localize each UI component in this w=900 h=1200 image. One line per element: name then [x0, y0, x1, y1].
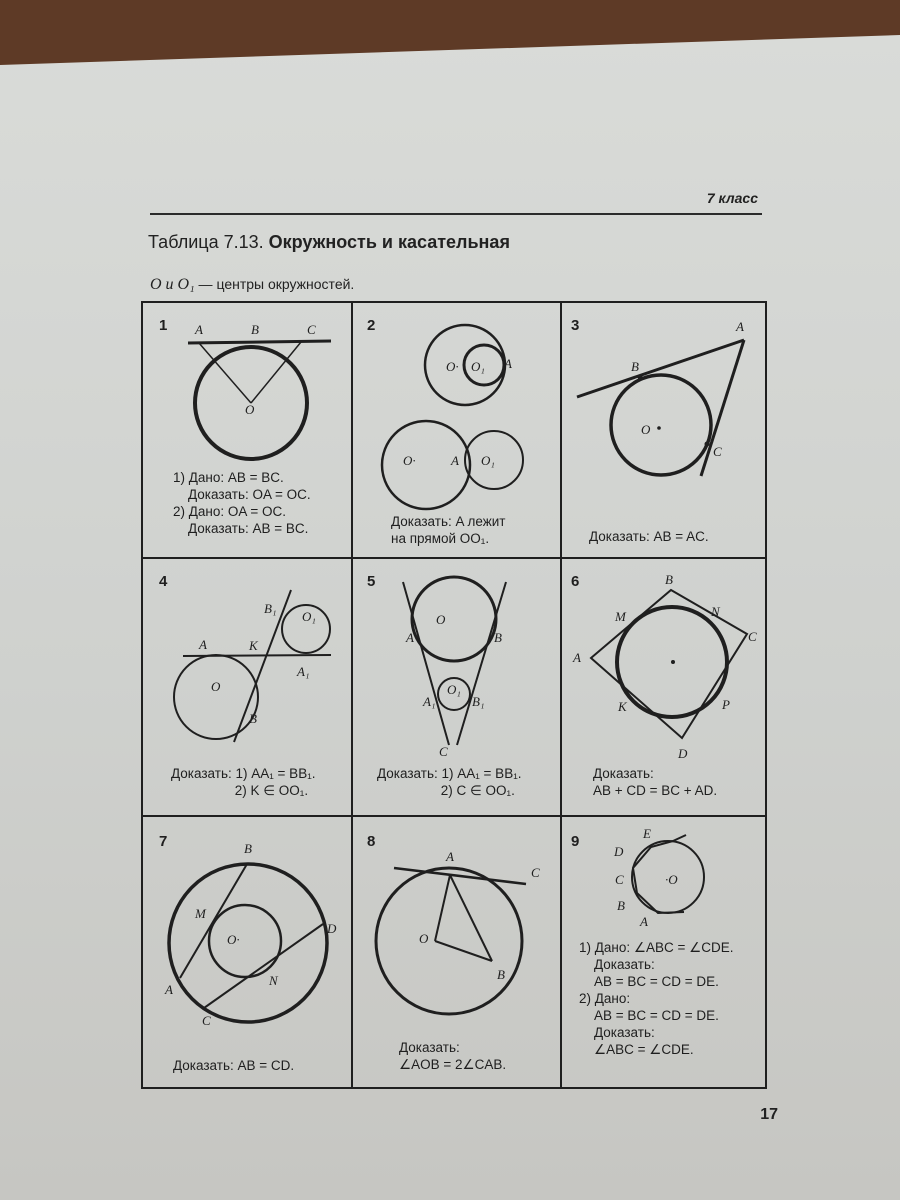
label-5-a: A	[406, 630, 414, 645]
label-7-a: A	[165, 982, 173, 997]
cell-number-7: 7	[159, 833, 168, 850]
label-7-m: M	[195, 906, 206, 921]
label-6-m: M	[615, 609, 626, 624]
cell-6-text: Доказать: AB + CD = BC + AD.	[593, 766, 718, 798]
label-1-o: O	[245, 402, 255, 417]
label-9-d: D	[614, 844, 624, 859]
label-3-c: C	[713, 444, 722, 459]
page-number: 17	[760, 1106, 778, 1123]
figure-2	[382, 325, 523, 509]
label-6-b: B	[665, 572, 673, 587]
label-5-o: O	[436, 612, 446, 627]
label-4-b: B	[249, 711, 257, 726]
figure-table	[141, 301, 767, 1089]
subtitle	[150, 276, 354, 294]
label-7-o: O·	[227, 932, 240, 947]
table-title-bold: Окружность и касательная	[268, 232, 510, 252]
figure-5	[403, 577, 506, 745]
cell-2-text: Доказать: A лежит на прямой OO₁.	[391, 514, 506, 546]
label-2-o-b: O·	[403, 453, 416, 468]
label-5-b1: B₁	[472, 694, 485, 709]
table-title	[148, 232, 510, 253]
grade-label: 7 класс	[706, 190, 758, 206]
cell-5-text: Доказать: 1) AA₁ = BB₁. 2) C ∈ OO₁.	[377, 766, 522, 798]
label-6-d: D	[678, 746, 688, 761]
figure-8	[376, 868, 526, 1014]
label-8-b: B	[497, 967, 505, 982]
label-4-a: A	[199, 637, 207, 652]
label-1-c: C	[307, 322, 316, 337]
figure-7	[169, 864, 327, 1022]
label-3-b: B	[631, 359, 639, 374]
figure-1	[188, 341, 331, 459]
cell-9-text: 1) Дано: ∠ABC = ∠CDE. Доказать: AB = BC = CD = DE. 2) Дано: AB = BC = CD = DE. Доказать: ∠ABC = ∠CDE.	[579, 940, 734, 1057]
label-5-c: C	[439, 744, 448, 759]
label-7-n: N	[269, 973, 278, 988]
subtitle-vars: O и O₁	[150, 276, 195, 293]
label-4-b1: B₁	[264, 601, 277, 616]
label-9-a: A	[640, 914, 648, 929]
label-5-o1: O₁	[447, 682, 461, 697]
cell-number-8: 8	[367, 833, 376, 850]
label-3-a: A	[736, 319, 744, 334]
label-7-c: C	[202, 1013, 211, 1028]
label-1-a: A	[195, 322, 203, 337]
label-4-k: K	[249, 638, 258, 653]
label-8-c: C	[531, 865, 540, 880]
label-5-b: B	[494, 630, 502, 645]
label-6-k: K	[618, 699, 627, 714]
cell-number-2: 2	[367, 317, 376, 334]
label-2-o: O·	[446, 359, 459, 374]
label-2-o1: O₁	[471, 359, 485, 374]
label-9-e: E	[643, 826, 651, 841]
center-6	[671, 660, 675, 664]
label-9-b: B	[617, 898, 625, 913]
cell-number-5: 5	[367, 573, 376, 590]
label-8-a: A	[446, 849, 454, 864]
label-2-o1-b: O₁	[481, 453, 495, 468]
center-3-o	[657, 426, 661, 430]
label-7-d: D	[327, 921, 337, 936]
label-1-b: B	[251, 322, 259, 337]
cell-4-text: Доказать: 1) AA₁ = BB₁. 2) K ∈ OO₁.	[171, 766, 316, 798]
label-2-a-b: A	[451, 453, 459, 468]
cell-number-1: 1	[159, 317, 168, 334]
label-5-a1: A₁	[423, 694, 436, 709]
cell-number-4: 4	[159, 573, 168, 590]
subtitle-text: — центры окружностей.	[194, 276, 355, 292]
cell-3-text: Доказать: AB = AC.	[589, 529, 709, 544]
label-2-a: A	[504, 356, 512, 371]
point-3-b	[638, 375, 643, 380]
label-6-a: A	[573, 650, 581, 665]
label-4-a1: A₁	[297, 664, 310, 679]
label-3-o: O	[641, 422, 651, 437]
label-6-c: C	[748, 629, 757, 644]
label-4-o: O	[211, 679, 221, 694]
cell-7-text: Доказать: AB = CD.	[173, 1058, 295, 1073]
label-8-o: O	[419, 931, 429, 946]
cell-number-6: 6	[571, 573, 580, 590]
label-6-n: N	[711, 604, 720, 619]
cell-1-text: 1) Дано: AB = BC. Доказать: OA = OC. 2) Дано: OA = OC. Доказать: AB = BC.	[173, 470, 311, 536]
cell-number-3: 3	[571, 317, 580, 334]
cell-number-9: 9	[571, 833, 580, 850]
header-rule	[150, 213, 762, 215]
cell-8-text: Доказать: ∠AOB = 2∠CAB.	[399, 1040, 507, 1072]
point-3-c	[705, 442, 710, 447]
table-title-prefix: Таблица 7.13.	[148, 232, 269, 252]
label-9-o: ·O	[665, 872, 678, 887]
label-9-c: C	[615, 872, 624, 887]
label-7-b: B	[244, 841, 252, 856]
label-4-o1: O₁	[302, 609, 316, 624]
label-6-p: P	[722, 697, 730, 712]
